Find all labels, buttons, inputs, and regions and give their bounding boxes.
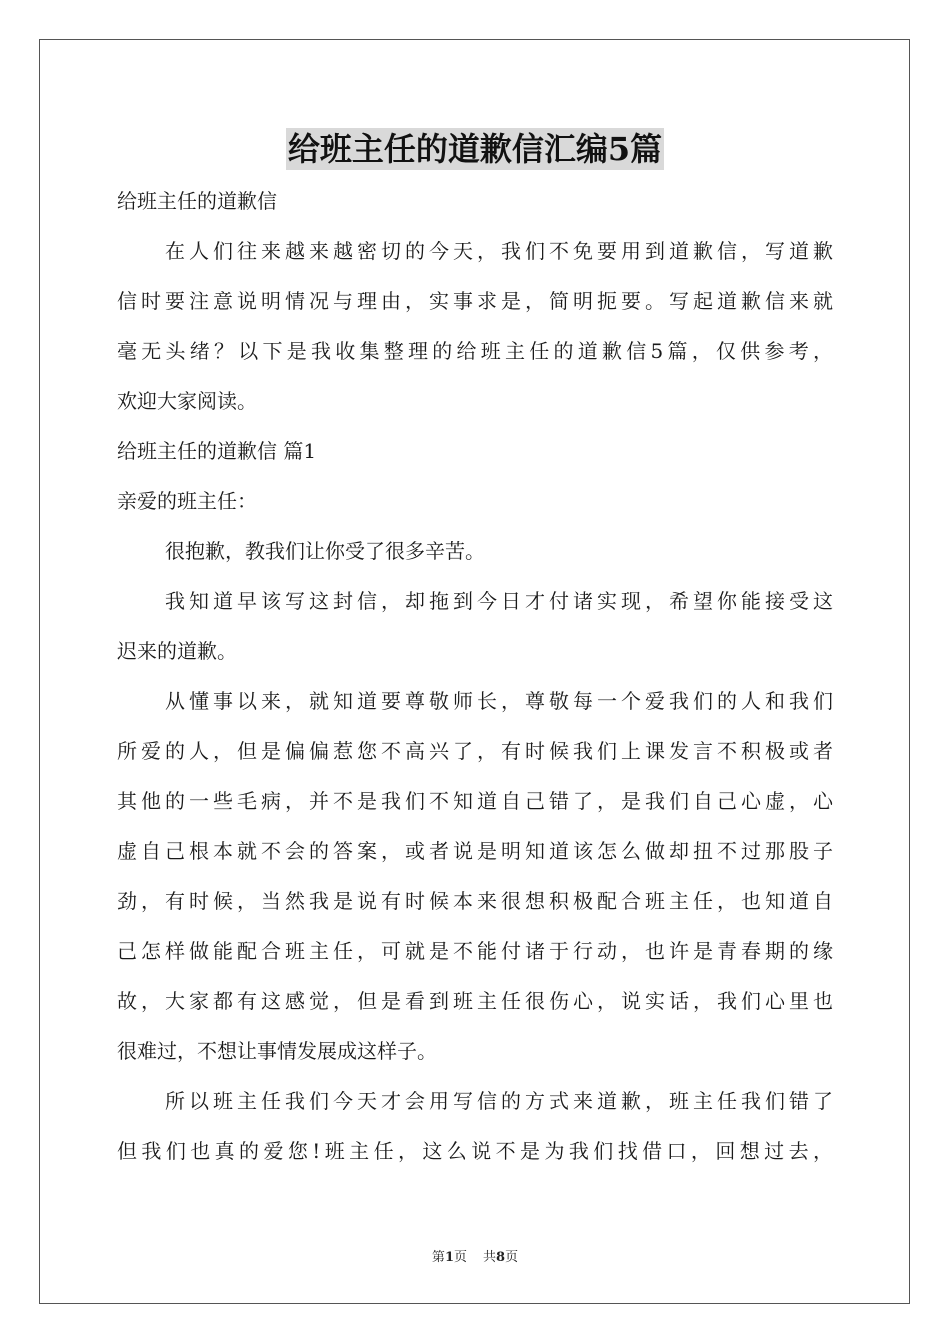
paragraph-line: 己怎样做能配合班主任，可就是不能付诸于行动，也许是青春期的缘 [117,939,833,963]
page-prefix: 第 [431,1250,445,1265]
title-container [0,128,950,170]
chapter-heading: 给班主任的道歉信 篇1 [117,439,317,463]
paragraph-line: 在人们往来越来越密切的今天，我们不免要用到道歉信，写道歉 [165,239,833,263]
paragraph-line: 信时要注意说明情况与理由，实事求是，简明扼要。写起道歉信来就 [117,289,833,313]
paragraph-line: 虚自己根本就不会的答案，或者说是明知道该怎么做却扭不过那股子 [117,839,833,863]
page-footer [0,1246,950,1265]
paragraph-line: 很难过，不想让事情发展成这样子。 [117,1039,437,1063]
paragraph-line: 欢迎大家阅读。 [117,389,257,413]
paragraph-line: 故，大家都有这感觉，但是看到班主任很伤心，说实话，我们心里也 [117,989,833,1013]
total-unit: 页 [505,1250,519,1265]
paragraph-line: 所以班主任我们今天才会用写信的方式来道歉，班主任我们错了 [165,1089,833,1113]
total-prefix: 共 [483,1250,497,1265]
section-heading: 给班主任的道歉信 [117,189,277,213]
document-body [117,176,833,1176]
paragraph-line: 迟来的道歉。 [117,639,237,663]
paragraph-line: 劲，有时候，当然我是说有时候本来很想积极配合班主任，也知道自 [117,889,833,913]
total-page-number: 8 [496,1250,506,1265]
paragraph-line: 毫无头绪？以下是我收集整理的给班主任的道歉信5篇，仅供参考， [117,339,833,363]
current-page-number: 1 [444,1250,454,1265]
page-unit: 页 [453,1250,467,1265]
paragraph-line: 但我们也真的爱您!班主任，这么说不是为我们找借口，回想过去， [117,1139,833,1163]
letter-salutation: 亲爱的班主任： [117,489,257,513]
paragraph-line: 我知道早该写这封信，却拖到今日才付诸实现，希望你能接受这 [165,589,833,613]
paragraph-line: 所爱的人，但是偏偏惹您不高兴了，有时候我们上课发言不积极或者 [117,739,833,763]
paragraph-line: 很抱歉，教我们让你受了很多辛苦。 [165,539,485,563]
paragraph-line: 其他的一些毛病，并不是我们不知道自己错了，是我们自己心虚，心 [117,789,833,813]
paragraph-line: 从懂事以来，就知道要尊敬师长，尊敬每一个爱我们的人和我们 [165,689,833,713]
document-title: 给班主任的道歉信汇编5篇 [287,130,663,168]
